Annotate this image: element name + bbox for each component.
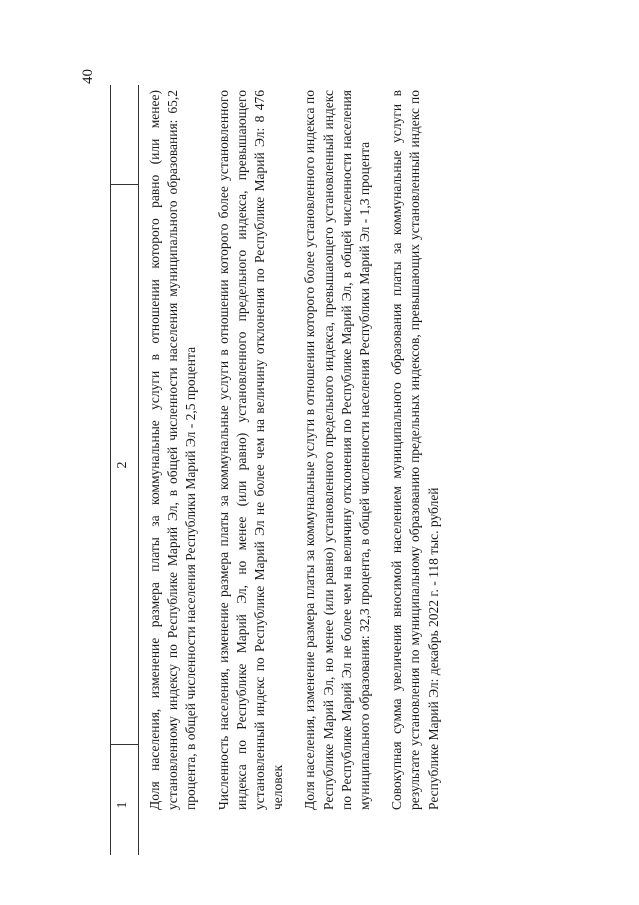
paragraph-population-count-above-index: Численность населения, изменение размера платы за коммунальные услуги в отношении которого более установленного индекса по Республике Марий Эл, но менее (или равно) установленного предельного индекса, превышающего установленный индекс по Республике Марий Эл не более чем на величину отклонения по Республике Марий Эл: 8 476 человек bbox=[215, 90, 286, 810]
page-number: 40 bbox=[80, 69, 96, 84]
table-cell-content bbox=[146, 90, 457, 810]
column-divider-2 bbox=[110, 184, 138, 185]
paragraph-population-share-within-index: Доля населения, изменение размера платы за коммунальные услуги в отношении которого равно (или менее) установленному индексу по Республике Марий Эл, в общей численности населения муниципального образования: 65,2 процента, в общей численности населения Республики Марий Эл - 2,5 процента bbox=[147, 90, 199, 810]
table-top-border bbox=[110, 85, 111, 855]
paragraph-population-share-above-index: Доля населения, изменение размера платы за коммунальные услуги в отношении которого более установленного индекса по Республике Марий Эл, но менее (или равно) установленного предельного индекса, превышающего установленный индекс по Республике Марий Эл не более чем на величину отклонения по Республике Марий Эл, в общей численности населения муниципального образования: 32,3 процента, в общей численности населения Республики Марий Эл - 1,3 процента bbox=[302, 90, 373, 810]
column-header-2: 2 bbox=[115, 461, 130, 469]
column-header-1: 1 bbox=[115, 801, 130, 809]
rotated-table-container bbox=[110, 85, 530, 855]
document-table bbox=[110, 85, 530, 855]
header-bottom-border bbox=[138, 85, 139, 855]
column-divider-1 bbox=[110, 744, 138, 745]
paragraph-total-payment-increase: Совокупная сумма увеличения вносимой населением муниципального образования платы за коммунальные услуги в результате установления по муниципальному образованию предельных индексов, превышающих установленный индекс по Республике Марий Эл: декабрь 2022 г. - 118 тыс. рублей bbox=[389, 90, 441, 810]
